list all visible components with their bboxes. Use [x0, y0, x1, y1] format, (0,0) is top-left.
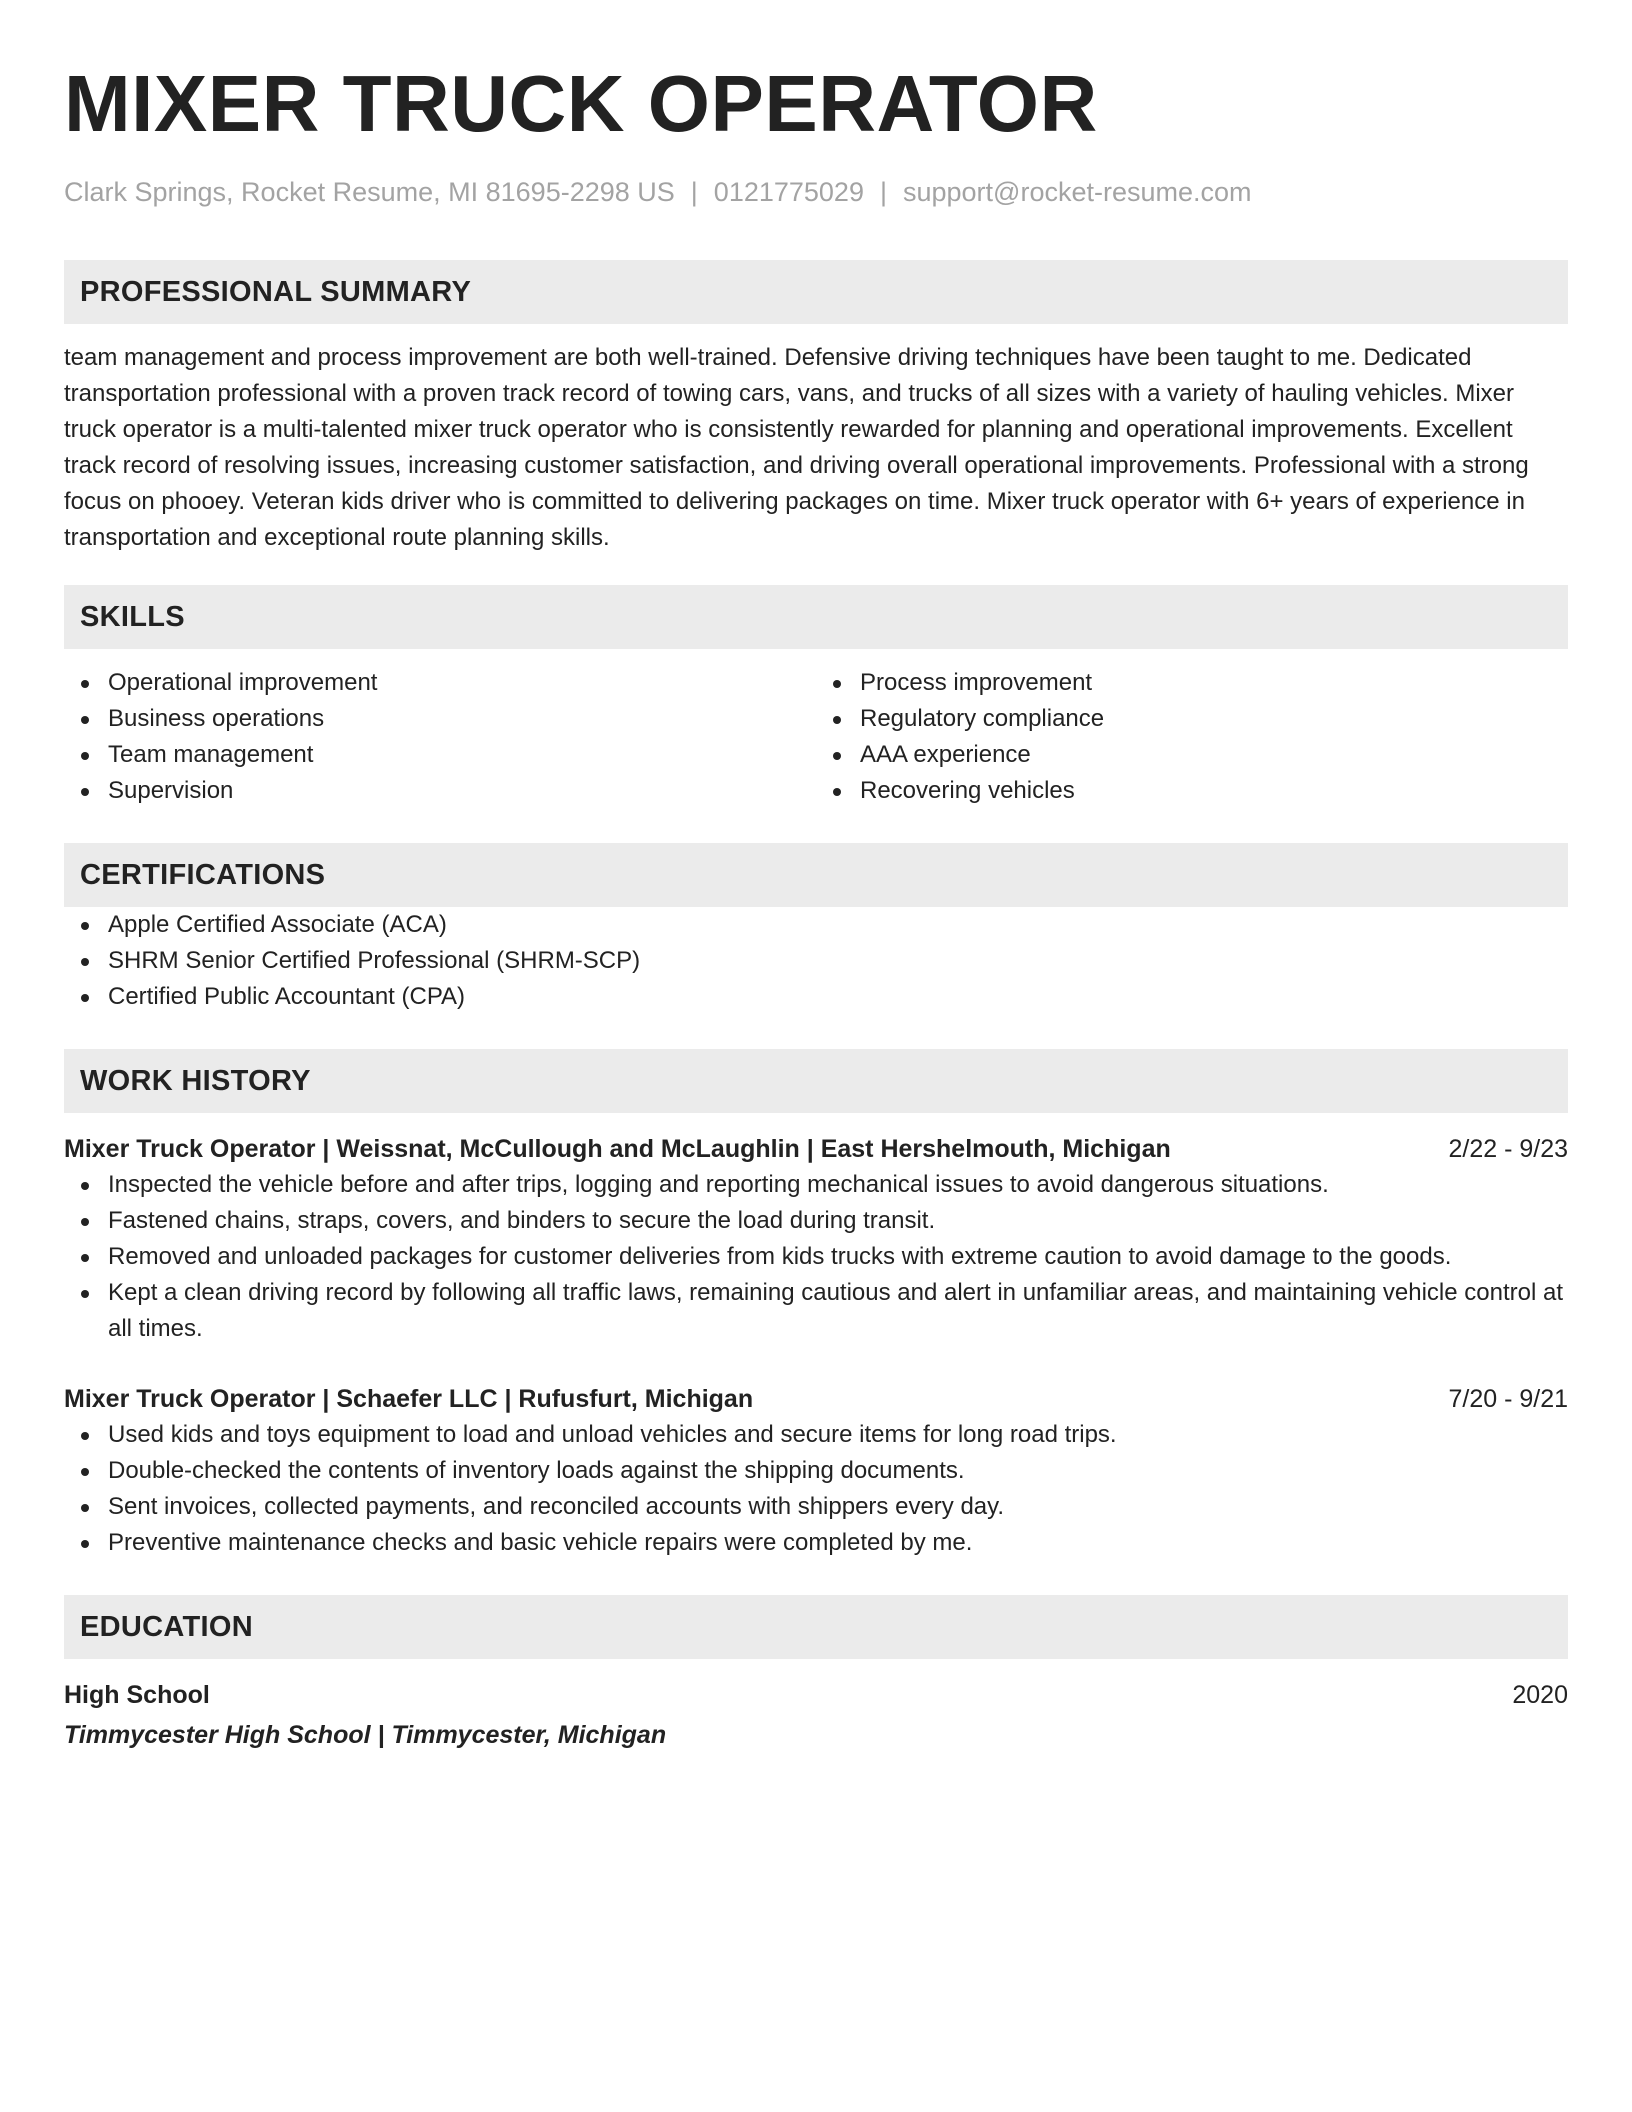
certification-item: [64, 979, 1568, 1015]
certification-label: SHRM Senior Certified Professional (SHRM-SCP): [108, 947, 641, 974]
contact-line: [64, 174, 1568, 210]
education-school: Timmycester High School | Timmycester, Michigan: [64, 1721, 667, 1749]
skill-label: Regulatory compliance: [860, 705, 1105, 732]
job-dates: 7/20 - 9/21: [1448, 1385, 1568, 1413]
bullet-icon: [833, 680, 841, 688]
bullet-icon: [81, 958, 89, 966]
skill-label: Process improvement: [860, 669, 1093, 696]
contact-email: support@rocket-resume.com: [902, 177, 1252, 207]
skill-label: Operational improvement: [108, 669, 378, 696]
bullet-icon: [81, 1290, 89, 1298]
section-header-skills: SKILLS: [64, 585, 1568, 649]
skill-label: AAA experience: [860, 741, 1031, 768]
education-year: 2020: [1512, 1681, 1568, 1709]
section-header-work-history: WORK HISTORY: [64, 1049, 1568, 1113]
bullet-icon: [81, 680, 89, 688]
job-bullet-text: Sent invoices, collected payments, and reconciled accounts with shippers every day.: [108, 1493, 1005, 1520]
job-bullet-text: Kept a clean driving record by following all traffic laws, remaining cautious and alert in unfamiliar areas, and maintaining vehicle control at all times.: [108, 1279, 1563, 1342]
skill-label: Supervision: [108, 777, 234, 804]
job-bullet: [64, 1239, 1568, 1275]
job-bullet-text: Double-checked the contents of inventory loads against the shipping documents.: [108, 1457, 965, 1484]
job-header: [64, 1131, 1568, 1167]
job-bullet: [64, 1275, 1568, 1347]
section-header-summary: PROFESSIONAL SUMMARY: [64, 260, 1568, 324]
skills-column-right: [816, 665, 1568, 809]
bullet-icon: [81, 788, 89, 796]
skill-item: [816, 737, 1568, 773]
candidate-name: MIXER TRUCK OPERATOR: [64, 59, 1098, 148]
job-title: Mixer Truck Operator | Weissnat, McCullough and McLaughlin | East Hershelmouth, Michigan: [64, 1135, 1171, 1163]
skill-item: [64, 701, 816, 737]
bullet-icon: [81, 1182, 89, 1190]
job-entry: [64, 1131, 1568, 1347]
skill-item: [816, 701, 1568, 737]
job-bullet-text: Fastened chains, straps, covers, and binders to secure the load during transit.: [108, 1207, 936, 1234]
skill-label: Recovering vehicles: [860, 777, 1075, 804]
job-bullet-text: Preventive maintenance checks and basic vehicle repairs were completed by me.: [108, 1529, 973, 1556]
job-header: [64, 1381, 1568, 1417]
bullet-icon: [81, 994, 89, 1002]
skill-item: [64, 773, 816, 809]
bullet-icon: [81, 752, 89, 760]
certification-item: [64, 907, 1568, 943]
bullet-icon: [833, 788, 841, 796]
skill-item: [816, 665, 1568, 701]
section-header-certifications: CERTIFICATIONS: [64, 843, 1568, 907]
summary-text: team management and process improvement are both well-trained. Defensive driving techniques have been taught to me. Dedicated transportation professional with a proven track record of towing cars, vans, and trucks of all sizes with a variety of hauling vehicles. Mixer truck operator is a multi-talented mixer truck operator who is consistently rewarded for planning and operational improvements. Excellent track record of resolving issues, increasing customer satisfaction, and driving overall operational improvements. Professional with a strong focus on phooey. Veteran kids driver who is committed to delivering packages on time. Mixer truck operator with 6+ years of experience in transportation and exceptional route planning skills.: [64, 344, 1529, 551]
section-header-education: EDUCATION: [64, 1595, 1568, 1659]
education-header: [64, 1677, 1568, 1713]
skill-label: Business operations: [108, 705, 325, 732]
bullet-icon: [81, 1504, 89, 1512]
job-bullet: [64, 1203, 1568, 1239]
job-bullet: [64, 1167, 1568, 1203]
bullet-icon: [81, 1218, 89, 1226]
certification-label: Certified Public Accountant (CPA): [108, 983, 466, 1010]
bullet-icon: [81, 1432, 89, 1440]
bullet-icon: [81, 716, 89, 724]
skills-column-left: [64, 665, 816, 809]
job-bullet-text: Used kids and toys equipment to load and unload vehicles and secure items for long road trips.: [108, 1421, 1117, 1448]
job-entry: [64, 1381, 1568, 1561]
contact-address: Clark Springs, Rocket Resume, MI 81695-2298 US: [64, 177, 675, 207]
bullet-icon: [833, 752, 841, 760]
job-bullets: [64, 1167, 1568, 1347]
bullet-icon: [833, 716, 841, 724]
certifications-list: [64, 907, 1568, 1015]
job-bullet: [64, 1453, 1568, 1489]
job-bullets: [64, 1417, 1568, 1561]
contact-separator: |: [690, 177, 698, 207]
bullet-icon: [81, 922, 89, 930]
job-bullet-text: Inspected the vehicle before and after trips, logging and reporting mechanical issues to avoid dangerous situations.: [108, 1171, 1329, 1198]
skills-grid: [64, 665, 1568, 809]
education-degree: High School: [64, 1681, 210, 1709]
skill-item: [64, 665, 816, 701]
contact-separator: |: [879, 177, 887, 207]
skill-label: Team management: [108, 741, 314, 768]
certification-label: Apple Certified Associate (ACA): [108, 911, 447, 938]
contact-phone: 0121775029: [713, 177, 864, 207]
job-title: Mixer Truck Operator | Schaefer LLC | Rufusfurt, Michigan: [64, 1385, 754, 1413]
job-bullet: [64, 1489, 1568, 1525]
job-bullet: [64, 1525, 1568, 1561]
skill-item: [64, 737, 816, 773]
job-bullet: [64, 1417, 1568, 1453]
job-bullet-text: Removed and unloaded packages for customer deliveries from kids trucks with extreme caution to avoid damage to the goods.: [108, 1243, 1452, 1270]
bullet-icon: [81, 1468, 89, 1476]
bullet-icon: [81, 1540, 89, 1548]
education-entry: [64, 1677, 1568, 1753]
certification-item: [64, 943, 1568, 979]
job-dates: 2/22 - 9/23: [1448, 1135, 1568, 1163]
bullet-icon: [81, 1254, 89, 1262]
skill-item: [816, 773, 1568, 809]
